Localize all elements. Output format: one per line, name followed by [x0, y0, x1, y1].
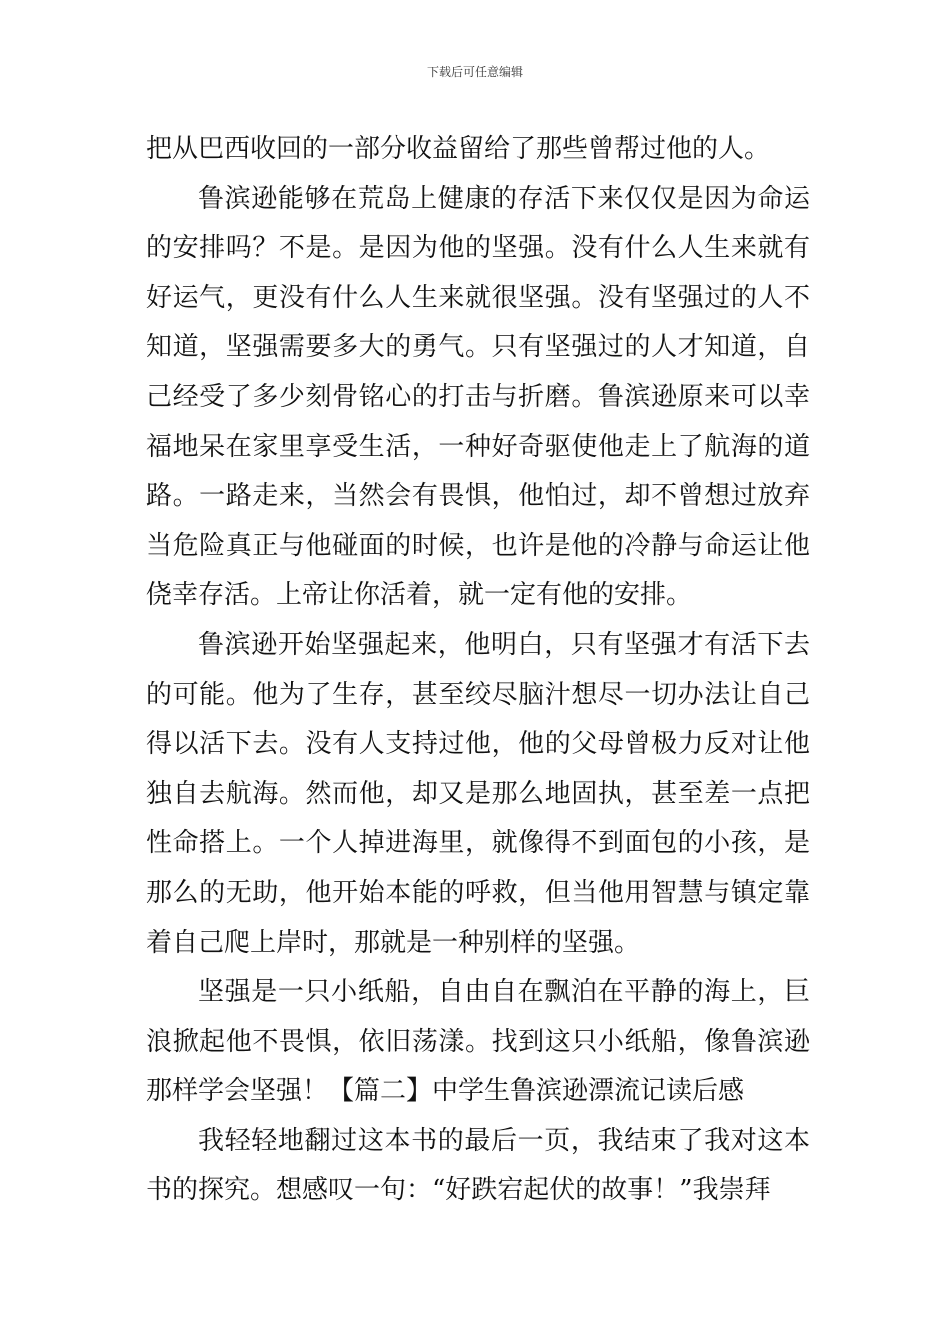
page-header-note: 下载后可任意编辑: [426, 65, 523, 79]
document-body: [146, 125, 810, 1216]
paragraph: 坚强是一只小纸船，自由自在飘泊在平静的海上，巨浪掀起他不畏惧，依旧荡漾。找到这只小纸船，像鲁滨逊那样学会坚强！【篇二】中学生鲁滨逊漂流记读后感: [146, 977, 810, 1107]
paragraph: 鲁滨逊能够在荒岛上健康的存活下来仅仅是因为命运的安排吗？不是。是因为他的坚强。没有什么人生来就有好运气，更没有什么人生来就很坚强。没有坚强过的人不知道，坚强需要多大的勇气。只有坚强过的人才知道，自己经受了多少刻骨铭心的打击与折磨。鲁滨逊原来可以幸福地呆在家里享受生活，一种好奇驱使他走上了航海的道路。一路走来，当然会有畏惧，他怕过，却不曾想过放弃当危险真正与他碰面的时候，也许是他的冷静与命运让他侥幸存活。上帝让你活着，就一定有他的安排。: [146, 183, 810, 611]
paragraph-continuation: 把从巴西收回的一部分收益留给了那些曾帮过他的人。: [146, 134, 771, 164]
paragraph: 我轻轻地翻过这本书的最后一页，我结束了我对这本书的探究。想感叹一句：“好跌宕起伏的故事！”我崇拜: [146, 1125, 810, 1206]
paragraph: 鲁滨逊开始坚强起来，他明白，只有坚强才有活下去的可能。他为了生存，甚至绞尽脑汁想尽一切办法让自己得以活下去。没有人支持过他，他的父母曾极力反对让他独自去航海。然而他，却又是那么地固执，甚至差一点把性命搭上。一个人掉进海里，就像得不到面包的小孩，是那么的无助，他开始本能的呼救，但当他用智慧与镇定靠着自己爬上岸时，那就是一种别样的坚强。: [146, 629, 810, 958]
